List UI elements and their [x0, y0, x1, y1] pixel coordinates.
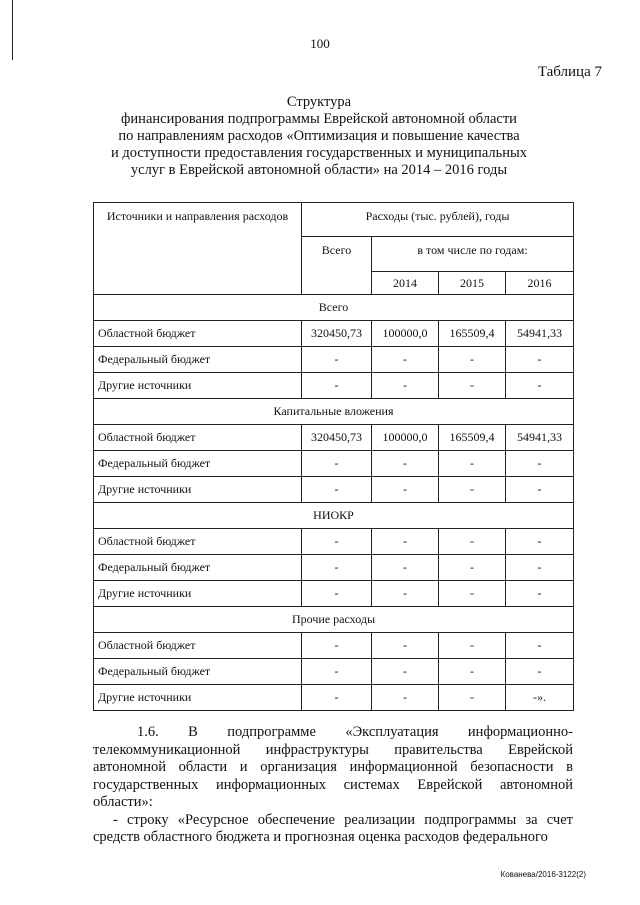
value-cell: - — [506, 347, 574, 373]
value-cell: 100000,0 — [372, 425, 439, 451]
source-cell: Другие источники — [94, 477, 302, 503]
value-cell: - — [302, 529, 372, 555]
value-cell: - — [302, 373, 372, 399]
table-row — [94, 451, 574, 477]
value-cell: - — [439, 659, 506, 685]
value-cell: 165509,4 — [439, 321, 506, 347]
value-cell: - — [302, 477, 372, 503]
value-cell: 54941,33 — [506, 321, 574, 347]
value-cell: - — [302, 347, 372, 373]
value-cell: - — [302, 685, 372, 711]
value-cell: - — [372, 633, 439, 659]
table-row — [94, 529, 574, 555]
header-year: 2015 — [439, 272, 506, 295]
source-cell: Другие источники — [94, 685, 302, 711]
value-cell: - — [506, 477, 574, 503]
section-row — [94, 503, 574, 529]
table-row — [94, 425, 574, 451]
paragraph: - строку «Ресурсное обеспечение реализации подпрограммы за счет средств областного бюджета и прогнозная оценка расходов федерального — [93, 811, 573, 845]
value-cell: - — [506, 373, 574, 399]
table-row — [94, 373, 574, 399]
table-header-row — [94, 203, 574, 237]
value-cell: 165509,4 — [439, 425, 506, 451]
document-heading — [80, 94, 558, 179]
source-cell: Федеральный бюджет — [94, 451, 302, 477]
value-cell: - — [302, 555, 372, 581]
table-row — [94, 581, 574, 607]
value-cell: - — [439, 633, 506, 659]
value-cell: - — [439, 555, 506, 581]
value-cell: - — [372, 347, 439, 373]
source-cell: Другие источники — [94, 373, 302, 399]
header-year: 2014 — [372, 272, 439, 295]
source-cell: Федеральный бюджет — [94, 659, 302, 685]
header-sources: Источники и направления расходов — [94, 203, 302, 295]
table-row — [94, 477, 574, 503]
financing-table — [93, 202, 574, 711]
value-cell: - — [439, 581, 506, 607]
value-cell: - — [372, 659, 439, 685]
header-total: Всего — [302, 237, 372, 295]
value-cell: - — [506, 529, 574, 555]
table-row — [94, 659, 574, 685]
source-cell: Областной бюджет — [94, 529, 302, 555]
value-cell: 100000,0 — [372, 321, 439, 347]
source-cell: Другие источники — [94, 581, 302, 607]
value-cell: - — [439, 451, 506, 477]
table-row — [94, 633, 574, 659]
table-row — [94, 347, 574, 373]
value-cell: - — [372, 685, 439, 711]
section-title: НИОКР — [94, 503, 574, 529]
value-cell: - — [439, 373, 506, 399]
value-cell: - — [302, 581, 372, 607]
header-expenses: Расходы (тыс. рублей), годы — [302, 203, 574, 237]
source-cell: Областной бюджет — [94, 321, 302, 347]
value-cell: - — [506, 451, 574, 477]
table-label: Таблица 7 — [537, 64, 602, 80]
section-title: Всего — [94, 295, 574, 321]
heading-line: услуг в Еврейской автономной области» на 2014 – 2016 годы — [130, 162, 508, 178]
source-cell: Федеральный бюджет — [94, 555, 302, 581]
value-cell: - — [372, 529, 439, 555]
heading-line: Структура — [286, 94, 352, 110]
value-cell: 54941,33 — [506, 425, 574, 451]
value-cell: - — [506, 581, 574, 607]
value-cell: 320450,73 — [302, 425, 372, 451]
value-cell: - — [439, 529, 506, 555]
value-cell: - — [506, 555, 574, 581]
body-text — [93, 724, 573, 847]
heading-line: по направлениям расходов «Оптимизация и повышение качества — [118, 128, 520, 144]
value-cell: - — [372, 451, 439, 477]
value-cell: - — [506, 633, 574, 659]
value-cell: - — [302, 633, 372, 659]
section-row — [94, 607, 574, 633]
value-cell: -». — [506, 685, 574, 711]
header-year: 2016 — [506, 272, 574, 295]
value-cell: 320450,73 — [302, 321, 372, 347]
section-title: Прочие расходы — [94, 607, 574, 633]
table-row — [94, 685, 574, 711]
value-cell: - — [439, 685, 506, 711]
table-row — [94, 321, 574, 347]
source-cell: Областной бюджет — [94, 633, 302, 659]
value-cell: - — [372, 581, 439, 607]
value-cell: - — [372, 477, 439, 503]
value-cell: - — [506, 659, 574, 685]
value-cell: - — [302, 659, 372, 685]
value-cell: - — [439, 477, 506, 503]
paragraph: 1.6. В подпрограмме «Эксплуатация информационно-телекоммуникационной инфраструктуры правительства Еврейской автономной области и организация информационной безопасности в государственных информационных системах Еврейской автономной области»: — [93, 724, 573, 810]
section-row — [94, 399, 574, 425]
header-by-year: в том числе по годам: — [372, 237, 574, 272]
heading-line: и доступности предоставления государственных и муниципальных — [111, 145, 527, 161]
value-cell: - — [302, 451, 372, 477]
page-number: 100 — [310, 36, 330, 51]
table-row — [94, 555, 574, 581]
source-cell: Областной бюджет — [94, 425, 302, 451]
source-cell: Федеральный бюджет — [94, 347, 302, 373]
value-cell: - — [439, 347, 506, 373]
value-cell: - — [372, 555, 439, 581]
value-cell: - — [372, 373, 439, 399]
section-row — [94, 295, 574, 321]
section-title: Капитальные вложения — [94, 399, 574, 425]
heading-line: финансирования подпрограммы Еврейской автономной области — [121, 111, 517, 127]
document-id: Кованева/2016-3122(2) — [500, 870, 586, 879]
